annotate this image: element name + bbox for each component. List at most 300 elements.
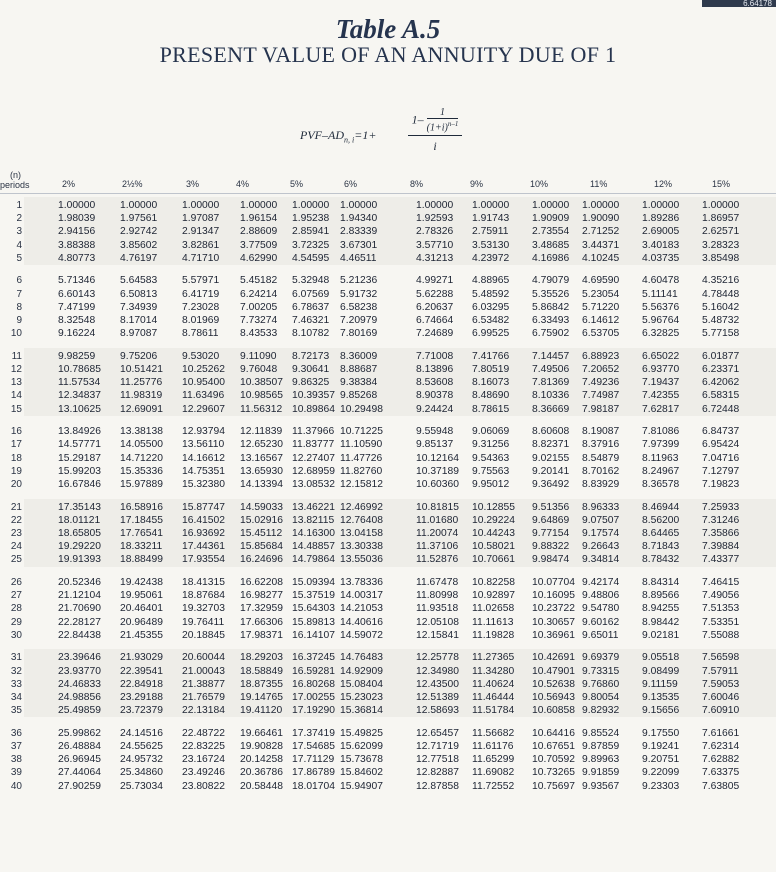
table-cell: 18.87355 bbox=[240, 678, 283, 690]
table-cell: 24.14516 bbox=[120, 727, 163, 739]
table-cell: 9.48806 bbox=[582, 590, 620, 602]
table-cell: 10.75697 bbox=[532, 780, 575, 792]
table-cell: 9.07507 bbox=[582, 514, 620, 526]
table-cell: 11.40624 bbox=[472, 678, 515, 690]
period-number: 34 bbox=[10, 692, 22, 703]
table-cell: 11.57534 bbox=[58, 377, 101, 389]
table-cell: 9.53020 bbox=[182, 350, 220, 362]
table-cell: 8.11963 bbox=[642, 452, 679, 464]
table-cell: 11.52876 bbox=[416, 554, 459, 566]
table-cell: 7.24689 bbox=[416, 328, 454, 340]
table-cell: 7.20652 bbox=[582, 364, 620, 375]
table-cell: 22.13184 bbox=[182, 705, 225, 717]
table-cell: 10.47901 bbox=[532, 665, 575, 677]
period-number: 6 bbox=[16, 275, 22, 287]
table-cell: 19.32703 bbox=[182, 603, 225, 615]
table-cell: 11.82760 bbox=[340, 465, 383, 477]
table-cell: 8.43533 bbox=[240, 328, 278, 340]
table-cell: 3.57710 bbox=[416, 239, 454, 251]
table-cell: 6.72448 bbox=[702, 403, 740, 415]
table-cell: 4.71710 bbox=[182, 252, 220, 264]
table-cell: 9.05518 bbox=[642, 652, 680, 664]
table-cell: 24.55625 bbox=[120, 741, 163, 752]
table-cell: 19.91393 bbox=[58, 554, 101, 566]
table-cell: 14.59072 bbox=[340, 629, 383, 641]
table-cell: 8.36009 bbox=[340, 350, 378, 362]
table-cell: 6.03295 bbox=[472, 301, 510, 313]
table-cell: 5.71346 bbox=[58, 275, 96, 287]
table-cell: 13.84926 bbox=[58, 426, 101, 438]
table-cell: 11.83777 bbox=[292, 439, 335, 451]
table-cell: 15.99203 bbox=[58, 465, 101, 477]
table-cell: 19.42438 bbox=[120, 577, 163, 588]
table-cell: 20.36786 bbox=[240, 767, 283, 779]
table-cell: 16.41502 bbox=[182, 514, 225, 526]
header-divider bbox=[0, 193, 776, 194]
table-cell: 8.82371 bbox=[532, 439, 570, 451]
table-cell: 4.88965 bbox=[472, 275, 510, 287]
table-cell: 6.75902 bbox=[532, 328, 570, 340]
table-cell: 9.76860 bbox=[582, 678, 620, 690]
table-cell: 11.51784 bbox=[472, 705, 515, 717]
table-cell: 1.86957 bbox=[702, 213, 740, 225]
table-cell: 7.47199 bbox=[58, 301, 96, 313]
table-cell: 16.58916 bbox=[120, 501, 163, 513]
table-cell: 10.67651 bbox=[532, 741, 575, 752]
table-cell: 7.43377 bbox=[702, 554, 740, 566]
table-cell: 11.93518 bbox=[416, 603, 459, 615]
table-cell: 6.58315 bbox=[702, 390, 740, 402]
table-cell: 8.10336 bbox=[532, 390, 570, 402]
table-cell: 15.29187 bbox=[58, 452, 101, 464]
table-cell: 10.30657 bbox=[532, 616, 575, 628]
table-cell: 12.25778 bbox=[416, 652, 459, 664]
table-cell: 10.70661 bbox=[472, 554, 515, 566]
table-cell: 7.53351 bbox=[702, 616, 740, 628]
table-cell: 25.99862 bbox=[58, 727, 101, 739]
table-cell: 2.94156 bbox=[58, 226, 96, 238]
table-cell: 4.62990 bbox=[240, 252, 278, 264]
period-number: 21 bbox=[10, 501, 22, 513]
table-cell: 12.29607 bbox=[182, 403, 225, 415]
table-cell: 15.89813 bbox=[292, 616, 335, 628]
table-cell: 3.72325 bbox=[292, 239, 330, 251]
table-cell: 10.37189 bbox=[416, 465, 459, 477]
table-cell: 6.88923 bbox=[582, 350, 620, 362]
table-cell: 19.95061 bbox=[120, 590, 163, 602]
table-cell: 14.76483 bbox=[340, 652, 383, 664]
period-number: 11 bbox=[11, 350, 22, 362]
table-cell: 5.32948 bbox=[292, 275, 330, 287]
table-cell: 11.69082 bbox=[472, 767, 515, 779]
table-cell: 14.71220 bbox=[120, 452, 163, 464]
table-cell: 11.25776 bbox=[120, 377, 163, 389]
table-cell: 8.89566 bbox=[642, 590, 680, 602]
period-number: 37 bbox=[10, 741, 22, 752]
table-cell: 8.53608 bbox=[416, 377, 454, 389]
table-cell: 17.19290 bbox=[292, 705, 335, 717]
table-cell: 11.11613 bbox=[472, 616, 514, 628]
table-cell: 17.93554 bbox=[182, 554, 225, 566]
table-cell: 10.81815 bbox=[416, 501, 459, 513]
table-cell: 8.13896 bbox=[416, 364, 454, 375]
period-number: 1 bbox=[16, 200, 22, 211]
table-cell: 16.62208 bbox=[240, 577, 283, 588]
table-cell: 5.77158 bbox=[702, 328, 740, 340]
table-cell: 5.86842 bbox=[532, 301, 570, 313]
table-cell: 9.19241 bbox=[642, 741, 680, 752]
table-cell: 4.78448 bbox=[702, 288, 740, 300]
table-cell: 27.90259 bbox=[58, 780, 101, 792]
table-cell: 23.49246 bbox=[182, 767, 225, 779]
table-cell: 22.84438 bbox=[58, 629, 101, 641]
table-cell: 16.98277 bbox=[240, 590, 283, 602]
table-cell: 9.65011 bbox=[582, 629, 619, 641]
table-cell: 8.32548 bbox=[58, 315, 96, 326]
table-cell: 16.14107 bbox=[292, 629, 335, 641]
table-subtitle: PRESENT VALUE OF AN ANNUITY DUE OF 1 bbox=[159, 42, 617, 67]
table-cell: 7.41766 bbox=[472, 350, 510, 362]
table-cell: 18.65805 bbox=[58, 528, 101, 539]
period-number: 20 bbox=[10, 479, 22, 490]
table-cell: 6.20637 bbox=[416, 301, 454, 313]
table-cell: 15.35336 bbox=[120, 465, 163, 477]
rate-header: 15% bbox=[712, 179, 731, 189]
table-cell: 1.00000 bbox=[472, 200, 510, 211]
table-cell: 6.84737 bbox=[702, 426, 740, 438]
table-cell: 8.83929 bbox=[582, 479, 620, 490]
rate-header: 11% bbox=[590, 179, 608, 189]
table-cell: 16.37245 bbox=[292, 652, 335, 664]
table-cell: 10.60858 bbox=[532, 705, 575, 717]
table-cell: 7.81369 bbox=[532, 377, 570, 389]
table-cell: 11.19828 bbox=[472, 629, 515, 641]
table-cell: 20.58448 bbox=[240, 780, 283, 792]
table-cell: 25.73034 bbox=[120, 780, 163, 792]
table-cell: 8.84314 bbox=[642, 577, 680, 588]
table-cell: 1.92593 bbox=[416, 213, 454, 225]
table-cell: 7.12797 bbox=[702, 465, 740, 477]
period-number: 24 bbox=[10, 541, 22, 553]
table-cell: 5.48592 bbox=[472, 288, 510, 300]
table-cell: 19.41120 bbox=[240, 705, 283, 717]
table-cell: 5.62288 bbox=[416, 288, 454, 300]
periods-label: (n) periods bbox=[0, 170, 30, 190]
table-cell: 7.46415 bbox=[702, 577, 740, 588]
table-cell: 15.85684 bbox=[240, 541, 283, 553]
table-cell: 7.51353 bbox=[702, 603, 740, 615]
table-cell: 8.96333 bbox=[582, 501, 620, 513]
table-cell: 1.00000 bbox=[340, 200, 378, 211]
table-cell: 7.19823 bbox=[702, 479, 740, 490]
table-cell: 23.39646 bbox=[58, 652, 101, 664]
table-cell: 5.56376 bbox=[642, 301, 680, 313]
table-cell: 3.53130 bbox=[472, 239, 510, 251]
table-cell: 15.64303 bbox=[292, 603, 335, 615]
table-cell: 14.79864 bbox=[292, 554, 335, 566]
table-cell: 20.14258 bbox=[240, 754, 283, 766]
table-cell: 8.54879 bbox=[582, 452, 620, 464]
table-cell: 7.39884 bbox=[702, 541, 740, 553]
table-cell: 9.75563 bbox=[472, 465, 510, 477]
period-number: 9 bbox=[16, 315, 22, 326]
table-cell: 22.83225 bbox=[182, 741, 225, 752]
table-cell: 14.57771 bbox=[58, 439, 101, 451]
table-cell: 18.29203 bbox=[240, 652, 283, 664]
table-cell: 17.86789 bbox=[292, 767, 335, 779]
table-cell: 8.60608 bbox=[532, 426, 570, 438]
table-cell: 8.17014 bbox=[120, 315, 158, 326]
table-cell: 7.97399 bbox=[642, 439, 680, 451]
table-cell: 8.24967 bbox=[642, 465, 680, 477]
table-cell: 9.89963 bbox=[582, 754, 620, 766]
table-cell: 7.49236 bbox=[582, 377, 620, 389]
table-cell: 19.76411 bbox=[182, 616, 225, 628]
table-cell: 5.57971 bbox=[182, 275, 220, 287]
table-cell: 9.30641 bbox=[292, 364, 330, 375]
table-cell: 4.35216 bbox=[702, 275, 740, 287]
table-cell: 17.71129 bbox=[292, 754, 335, 766]
formula-fraction bbox=[408, 108, 462, 154]
rate-header: 8% bbox=[410, 179, 424, 189]
table-cell: 13.46221 bbox=[292, 501, 335, 513]
table-cell: 17.35143 bbox=[58, 501, 101, 513]
table-cell: 8.71843 bbox=[642, 541, 680, 553]
table-cell: 20.46401 bbox=[120, 603, 163, 615]
table-cell: 1.97561 bbox=[120, 213, 158, 225]
table-cell: 9.17574 bbox=[582, 528, 620, 539]
table-cell: 4.76197 bbox=[120, 252, 158, 264]
table-cell: 24.98856 bbox=[58, 692, 101, 703]
table-cell: 22.48722 bbox=[182, 727, 225, 739]
table-cell: 11.56682 bbox=[472, 727, 515, 739]
table-cell: 11.72552 bbox=[472, 780, 515, 792]
table-cell: 7.80169 bbox=[340, 328, 378, 340]
table-cell: 10.25262 bbox=[182, 364, 225, 375]
table-cell: 7.46321 bbox=[292, 315, 330, 326]
table-cell: 3.44371 bbox=[582, 239, 620, 251]
table-cell: 10.82258 bbox=[472, 577, 515, 588]
table-cell: 14.13394 bbox=[240, 479, 283, 490]
table-cell: 3.85498 bbox=[702, 252, 740, 264]
table-cell: 6.14612 bbox=[582, 315, 620, 326]
period-number: 27 bbox=[10, 590, 22, 602]
table-cell: 7.20979 bbox=[340, 315, 378, 326]
table-cell: 11.47726 bbox=[340, 452, 383, 464]
table-cell: 15.87747 bbox=[182, 501, 225, 513]
table-cell: 15.73678 bbox=[340, 754, 383, 766]
table-cell: 25.49859 bbox=[58, 705, 101, 717]
period-number: 32 bbox=[10, 665, 22, 677]
table-cell: 8.10782 bbox=[292, 328, 330, 340]
table-cell: 18.88499 bbox=[120, 554, 163, 566]
table-cell: 11.63496 bbox=[182, 390, 225, 402]
table-cell: 4.46511 bbox=[340, 252, 377, 264]
table-cell: 23.16724 bbox=[182, 754, 225, 766]
table-cell: 1.91743 bbox=[472, 213, 510, 225]
table-cell: 7.71008 bbox=[416, 350, 454, 362]
table-cell: 17.66306 bbox=[240, 616, 283, 628]
table-cell: 8.37916 bbox=[582, 439, 620, 451]
period-number: 4 bbox=[16, 239, 22, 251]
table-cell: 1.00000 bbox=[240, 200, 278, 211]
period-number: 36 bbox=[10, 727, 22, 739]
table-cell: 23.80822 bbox=[182, 780, 225, 792]
table-cell: 7.63805 bbox=[702, 780, 740, 792]
table-cell: 21.38877 bbox=[182, 678, 225, 690]
table-cell: 27.44064 bbox=[58, 767, 101, 779]
table-cell: 7.59053 bbox=[702, 678, 740, 690]
table-cell: 11.80998 bbox=[416, 590, 459, 602]
table-cell: 6.53705 bbox=[582, 328, 620, 340]
table-cell: 11.10590 bbox=[340, 439, 383, 451]
table-cell: 5.35526 bbox=[532, 288, 570, 300]
table-cell: 7.55088 bbox=[702, 629, 740, 641]
table-cell: 9.93567 bbox=[582, 780, 620, 792]
table-cell: 10.64416 bbox=[532, 727, 575, 739]
table-cell: 15.09394 bbox=[292, 577, 335, 588]
table-cell: 4.69590 bbox=[582, 275, 620, 287]
table-cell: 22.84918 bbox=[120, 678, 163, 690]
table-cell: 6.78637 bbox=[292, 301, 330, 313]
table-cell: 10.38507 bbox=[240, 377, 283, 389]
table-cell: 2.85941 bbox=[292, 226, 330, 238]
table-cell: 17.76541 bbox=[120, 528, 163, 539]
table-cell: 6.32825 bbox=[642, 328, 680, 340]
table-cell: 11.02658 bbox=[472, 603, 515, 615]
period-number: 13 bbox=[10, 377, 22, 389]
period-number: 22 bbox=[10, 514, 22, 526]
table-cell: 11.98319 bbox=[120, 390, 163, 402]
table-cell: 18.41315 bbox=[182, 577, 225, 588]
table-cell: 15.08404 bbox=[340, 678, 383, 690]
table-cell: 6.65022 bbox=[642, 350, 680, 362]
table-cell: 10.89864 bbox=[292, 403, 335, 415]
table-cell: 4.80773 bbox=[58, 252, 96, 264]
table-cell: 9.95012 bbox=[472, 479, 510, 490]
table-cell: 18.01704 bbox=[292, 780, 335, 792]
table-cell: 8.78611 bbox=[182, 328, 219, 340]
table-cell: 5.16042 bbox=[702, 301, 740, 313]
table-cell: 11.34280 bbox=[472, 665, 515, 677]
table-cell: 12.51389 bbox=[416, 692, 459, 703]
table-cell: 15.36814 bbox=[340, 705, 383, 717]
table-cell: 23.72379 bbox=[120, 705, 163, 717]
table-cell: 7.60046 bbox=[702, 692, 740, 703]
table-cell: 7.04716 bbox=[702, 452, 740, 464]
table-cell: 8.72173 bbox=[292, 350, 330, 362]
table-cell: 15.84602 bbox=[340, 767, 383, 779]
formula-lhs: PVF–$AD_{n, i}=1+$ bbox=[300, 128, 377, 145]
table-cell: 10.12164 bbox=[416, 452, 459, 464]
table-cell: 9.31256 bbox=[472, 439, 510, 451]
table-cell: 10.16095 bbox=[532, 590, 575, 602]
period-number: 15 bbox=[10, 403, 22, 415]
table-cell: 7.25933 bbox=[702, 501, 740, 513]
period-number: 7 bbox=[16, 288, 22, 300]
table-cell: 8.97087 bbox=[120, 328, 158, 340]
table-cell: 12.43500 bbox=[416, 678, 459, 690]
table-cell: 6.99525 bbox=[472, 328, 510, 340]
table-cell: 9.88322 bbox=[532, 541, 570, 553]
table-cell: 9.85524 bbox=[582, 727, 620, 739]
table-title: Table A.5 bbox=[335, 14, 441, 44]
table-cell: 11.65299 bbox=[472, 754, 515, 766]
table-cell: 12.82887 bbox=[416, 767, 459, 779]
table-cell: 11.01680 bbox=[416, 514, 459, 526]
table-cell: 7.80519 bbox=[472, 364, 510, 375]
table-cell: 15.45112 bbox=[240, 528, 283, 539]
table-cell: 10.92897 bbox=[472, 590, 515, 602]
table-cell: 15.49825 bbox=[340, 727, 383, 739]
table-cell: 19.90828 bbox=[240, 741, 283, 752]
table-cell: 16.59281 bbox=[292, 665, 335, 677]
table-cell: 9.23303 bbox=[642, 780, 680, 792]
table-cell: 8.56200 bbox=[642, 514, 680, 526]
table-cell: 6.33493 bbox=[532, 315, 570, 326]
table-cell: 9.87859 bbox=[582, 741, 620, 752]
table-cell: 15.37519 bbox=[292, 590, 335, 602]
table-cell: 4.31213 bbox=[416, 252, 454, 264]
table-cell: 24.95732 bbox=[120, 754, 163, 766]
table-cell: 2.83339 bbox=[340, 226, 378, 238]
table-cell: 14.75351 bbox=[182, 465, 225, 477]
table-cell: 9.69379 bbox=[582, 652, 620, 664]
table-cell: 8.36669 bbox=[532, 403, 570, 415]
table-cell: 4.03735 bbox=[642, 252, 680, 264]
table-cell: 24.46833 bbox=[58, 678, 101, 690]
table-cell: 9.76048 bbox=[240, 364, 278, 375]
table-cell: 8.36578 bbox=[642, 479, 680, 490]
period-number: 38 bbox=[10, 754, 22, 766]
table-cell: 13.10625 bbox=[58, 403, 101, 415]
table-cell: 26.96945 bbox=[58, 754, 101, 766]
table-cell: 17.37419 bbox=[292, 727, 335, 739]
table-cell: 16.24696 bbox=[240, 554, 283, 566]
table-cell: 14.16300 bbox=[292, 528, 335, 539]
period-number: 31 bbox=[10, 652, 22, 664]
table-cell: 11.37106 bbox=[416, 541, 459, 553]
table-cell: 15.23023 bbox=[340, 692, 383, 703]
table-cell: 1.00000 bbox=[532, 200, 570, 211]
table-cell: 9.16224 bbox=[58, 328, 96, 340]
table-cell: 9.36492 bbox=[532, 479, 570, 490]
table-cell: 9.98259 bbox=[58, 350, 96, 362]
table-cell: 8.46944 bbox=[642, 501, 680, 513]
table-cell: 1.90909 bbox=[532, 213, 570, 225]
table-cell: 8.70162 bbox=[582, 465, 620, 477]
table-cell: 3.82861 bbox=[182, 239, 220, 251]
table-cell: 9.11159 bbox=[642, 678, 678, 690]
period-number: 3 bbox=[16, 226, 22, 238]
rate-header: 9% bbox=[470, 179, 484, 189]
rate-header: 2% bbox=[62, 179, 76, 189]
table-cell: 5.48732 bbox=[702, 315, 740, 326]
table-cell: 9.55948 bbox=[416, 426, 454, 438]
table-cell: 3.67301 bbox=[340, 239, 378, 251]
table-cell: 12.71719 bbox=[416, 741, 459, 752]
table-cell: 13.56110 bbox=[182, 439, 225, 451]
table-cell: 3.85602 bbox=[120, 239, 158, 251]
table-cell: 8.78615 bbox=[472, 403, 510, 415]
table-cell: 10.58021 bbox=[472, 541, 515, 553]
period-number: 16 bbox=[10, 426, 22, 438]
table-cell: 16.67846 bbox=[58, 479, 101, 490]
table-cell: 11.56312 bbox=[240, 403, 283, 415]
period-number: 12 bbox=[10, 364, 22, 375]
table-cell: 9.11090 bbox=[240, 350, 277, 362]
table-cell: 26.48884 bbox=[58, 741, 101, 752]
